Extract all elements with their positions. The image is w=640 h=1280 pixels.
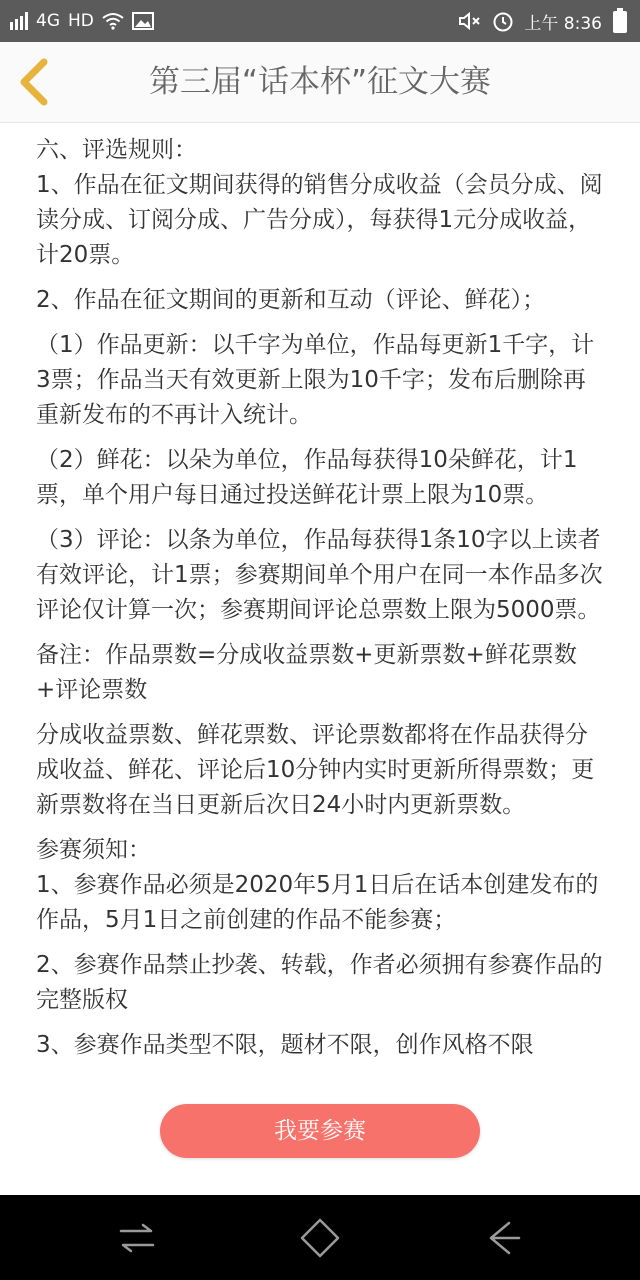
rules-content[interactable] [0, 123, 640, 1195]
network-type: 4G [36, 11, 60, 31]
image-notification-icon [132, 12, 154, 30]
page-title: 第三届“话本杯”征文大赛 [148, 64, 492, 100]
paragraph-notice-3: 3、参赛作品类型不限，题材不限，创作风格不限 [36, 1032, 534, 1058]
battery-icon [612, 8, 628, 34]
home-button[interactable] [290, 1213, 350, 1263]
paragraph-note: 备注：作品票数=分成收益票数+更新票数+鲜花票数+评论票数 [36, 642, 577, 703]
paragraph-rules-1: 六、评选规则： 1、作品在征文期间获得的销售分成收益（会员分成、阅读分成、订阅分成、广告分成），每获得1元分成收益，计20票。 [36, 137, 603, 268]
paragraph-notice-2: 2、参赛作品禁止抄袭、转载，作者必须拥有参赛作品的完整版权 [36, 952, 603, 1013]
status-time: 上午 8:36 [524, 13, 602, 34]
recent-apps-button[interactable] [107, 1213, 167, 1263]
mute-icon [458, 11, 482, 31]
status-bar [0, 0, 640, 42]
home-icon [290, 1213, 350, 1263]
page-header [0, 42, 640, 123]
paragraph-update: （1）作品更新：以千字为单位，作品每更新1千字，计3票；作品当天有效更新上限为10千字；发布后删除再重新发布的不再计入统计。 [36, 332, 595, 428]
paragraph-update-timing: 分成收益票数、鲜花票数、评论票数都将在作品获得分成收益、鲜花、评论后10分钟内实时更新所得票数；更新票数将在当日更新后次日24小时内更新票数。 [36, 722, 595, 818]
wifi-icon [102, 12, 124, 30]
system-nav-bar [0, 1195, 640, 1280]
back-nav-button[interactable] [473, 1213, 533, 1263]
recent-apps-icon [107, 1213, 167, 1263]
paragraph-rules-2: 2、作品在征文期间的更新和互动（评论、鲜花）； [36, 287, 546, 313]
join-contest-button[interactable]: 我要参赛 [160, 1104, 480, 1158]
hd-indicator: HD [68, 11, 94, 31]
signal-icon [10, 12, 28, 30]
back-nav-icon [473, 1213, 533, 1263]
paragraph-comments: （3）评论：以条为单位，作品每获得1条10字以上读者有效评论，计1票；参赛期间单个用户在同一本作品多次评论仅计算一次；参赛期间评论总票数上限为5000票。 [36, 527, 603, 623]
paragraph-notice-1: 参赛须知： 1、参赛作品必须是2020年5月1日后在话本创建发布的作品，5月1日之前创建的作品不能参赛； [36, 837, 599, 933]
paragraph-flowers: （2）鲜花：以朵为单位，作品每获得10朵鲜花，计1票，单个用户每日通过投送鲜花计票上限为10票。 [36, 447, 578, 508]
alarm-icon [492, 10, 514, 32]
